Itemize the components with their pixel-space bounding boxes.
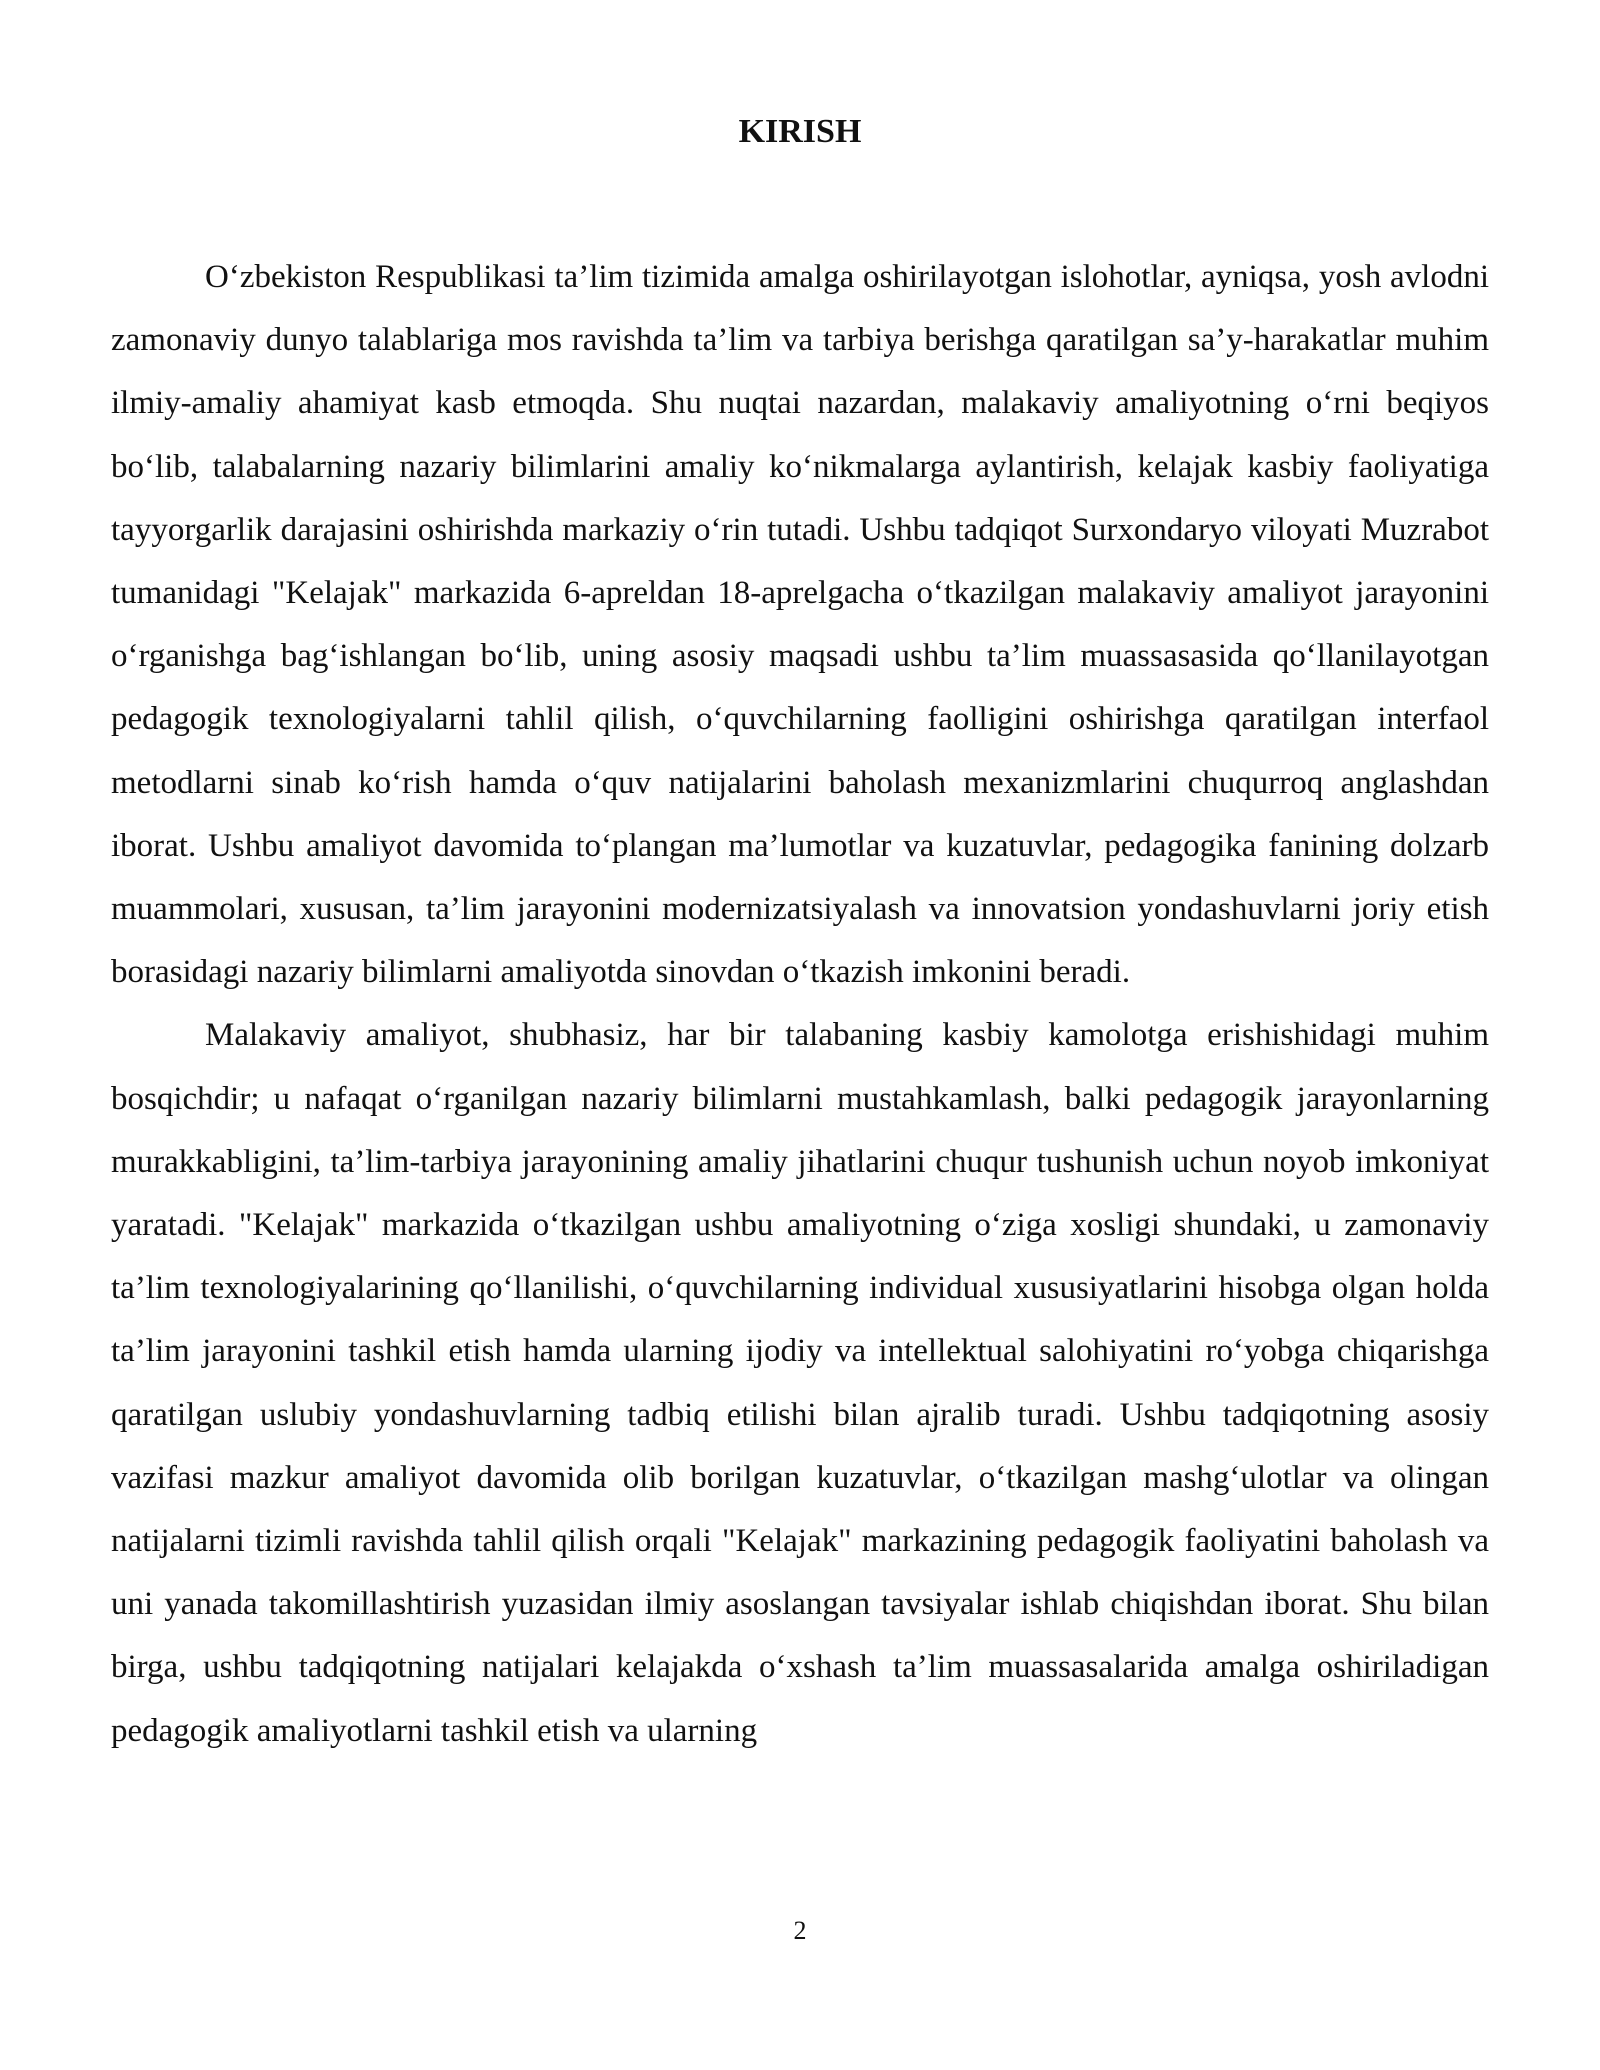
- page-title: KIRISH: [738, 113, 862, 150]
- paragraph-1: O‘zbekiston Respublikasi ta’lim tizimida amalga oshirilayotgan islohotlar, ayniqsa, yosh avlodni zamonaviy dunyo talablariga mos ravishda ta’lim va tarbiya berishga qaratilgan sa’y-harakatlar muhim ilmiy-amaliy ahamiyat kasb etmoqda. Shu nuqtai nazardan, malakaviy amaliyotning o‘rni beqiyos bo‘lib, talabalarning nazariy bilimlarini amaliy ko‘nikmalarga aylantirish, kelajak kasbiy faoliyatiga tayyorgarlik darajasini oshirishda markaziy o‘rin tutadi. Ushbu tadqiqot Surxondaryo viloyati Muzrabot tumanidagi "Kelajak" markazida 6-apreldan 18-aprelgacha o‘tkazilgan malakaviy amaliyot jarayonini o‘rganishga bag‘ishlangan bo‘lib, uning asosiy maqsadi ushbu ta’lim muassasasida qo‘llanilayotgan pedagogik texnologiyalarni tahlil qilish, o‘quvchilarning faolligini oshirishga qaratilgan interfaol metodlarni sinab ko‘rish hamda o‘quv natijalarini baholash mexanizmlarini chuqurroq anglashdan iborat. Ushbu amaliyot davomida to‘plangan ma’lumotlar va kuzatuvlar, pedagogika fanining dolzarb muammolari, xususan, ta’lim jarayonini modernizatsiyalash va innovatsion yondashuvlarni joriy etish borasidagi nazariy bilimlarni amaliyotda sinovdan o‘tkazish imkonini beradi.: [111, 259, 1489, 991]
- body-text: [111, 246, 1489, 1763]
- page-number: 2: [793, 1916, 807, 1945]
- paragraph-2: Malakaviy amaliyot, shubhasiz, har bir talabaning kasbiy kamolotga erishishidagi muhim bosqichdir; u nafaqat o‘rganilgan nazariy bilimlarni mustahkamlash, balki pedagogik jarayonlarning murakkabligini, ta’lim-tarbiya jarayonining amaliy jihatlarini chuqur tushunish uchun noyob imkoniyat yaratadi. "Kelajak" markazida o‘tkazilgan ushbu amaliyotning o‘ziga xosligi shundaki, u zamonaviy ta’lim texnologiyalarining qo‘llanilishi, o‘quvchilarning individual xususiyatlarini hisobga olgan holda ta’lim jarayonini tashkil etish hamda ularning ijodiy va intellektual salohiyatini ro‘yobga chiqarishga qaratilgan uslubiy yondashuvlarning tadbiq etilishi bilan ajralib turadi. Ushbu tadqiqotning asosiy vazifasi mazkur amaliyot davomida olib borilgan kuzatuvlar, o‘tkazilgan mashg‘ulotlar va olingan natijalarni tizimli ravishda tahlil qilish orqali "Kelajak" markazining pedagogik faoliyatini baholash va uni yanada takomillashtirish yuzasidan ilmiy asoslangan tavsiyalar ishlab chiqishdan iborat. Shu bilan birga, ushbu tadqiqotning natijalari kelajakda o‘xshash ta’lim muassasalarida amalga oshiriladigan pedagogik amaliyotlarni tashkil etish va ularning: [111, 1017, 1489, 1749]
